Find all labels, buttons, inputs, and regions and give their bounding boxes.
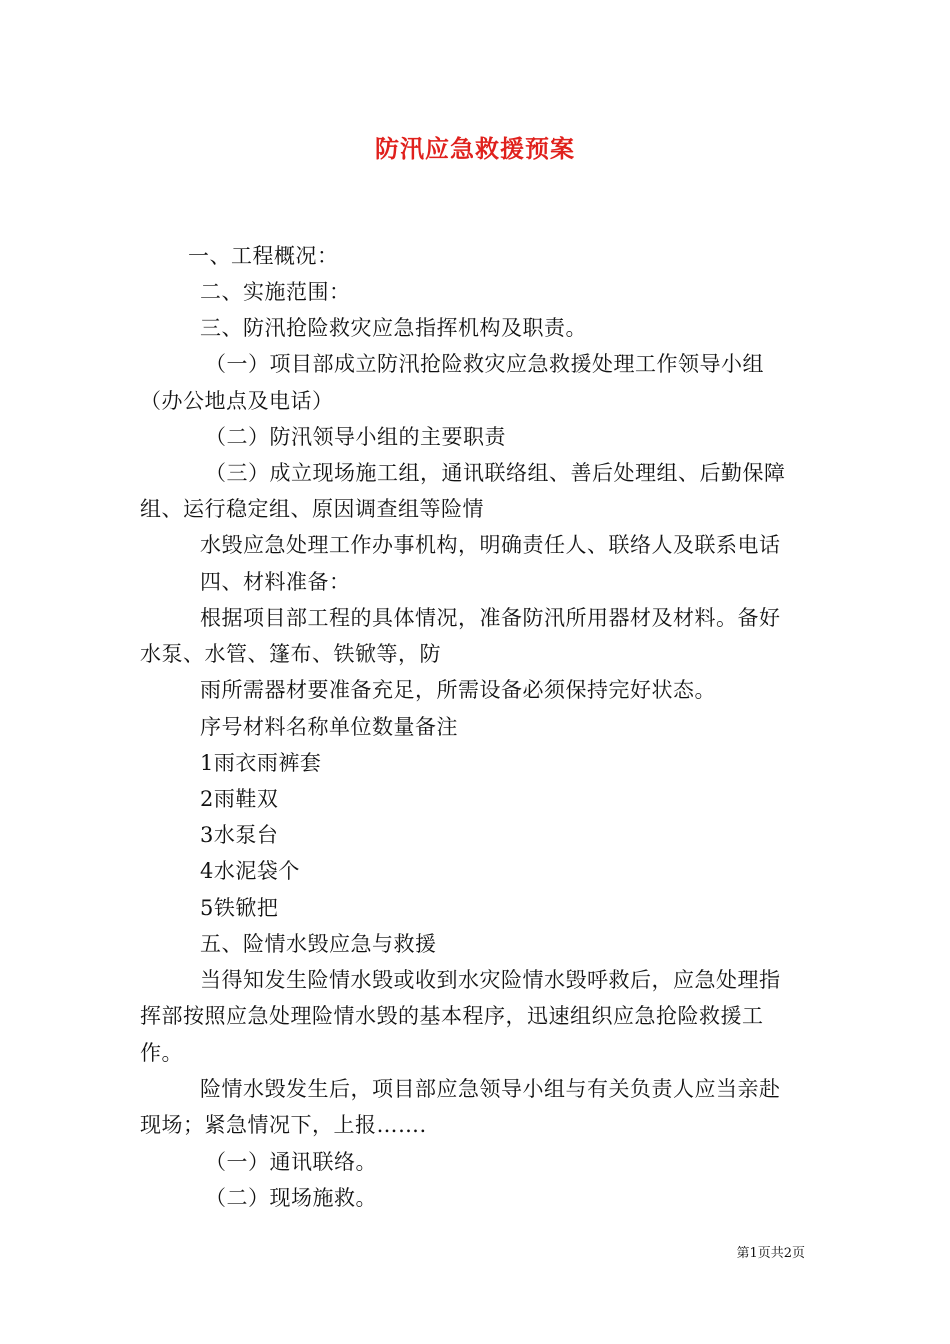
section-heading-4: 四、材料准备： (200, 570, 351, 594)
paragraph-line: 根据项目部工程的具体情况，准备防汛所用器材及材料。备好 (200, 606, 781, 630)
paragraph-line: 挥部按照应急处理险情水毁的基本程序，迅速组织应急抢险救援工 (140, 1004, 764, 1028)
paragraph-line: 作。 (140, 1041, 183, 1065)
page-number: 第1页共2页 (736, 1246, 805, 1261)
paragraph-line: 水泵、水管、篷布、铁锨等，防 (140, 642, 441, 666)
paragraph-line: （一）项目部成立防汛抢险救灾应急救援处理工作领导小组 (205, 352, 764, 376)
paragraph-line: 组、运行稳定组、原因调查组等险情 (140, 497, 484, 521)
page-title: 防汛应急救援预案 (375, 134, 575, 163)
section-heading-3: 三、防汛抢险救灾应急指挥机构及职责。 (200, 316, 587, 340)
section-heading-5: 五、险情水毁应急与救援 (200, 932, 437, 956)
paragraph-line: 现场；紧急情况下，上报……. (140, 1113, 427, 1137)
material-list-item: 4水泥袋个 (200, 859, 300, 883)
material-list-item: 2雨鞋双 (200, 787, 279, 811)
section-heading-1: 一、工程概况： (188, 244, 339, 268)
section-heading-2: 二、实施范围： (200, 280, 351, 304)
paragraph-line: 当得知发生险情水毁或收到水灾险情水毁呼救后，应急处理指 (200, 968, 781, 992)
paragraph-line: （二）防汛领导小组的主要职责 (205, 425, 506, 449)
material-table-header: 序号材料名称单位数量备注 (200, 715, 458, 739)
material-list-item: 5铁锨把 (200, 896, 279, 920)
material-list-item: 3水泵台 (200, 823, 279, 847)
paragraph-line: 险情水毁发生后，项目部应急领导小组与有关负责人应当亲赴 (200, 1077, 781, 1101)
paragraph-line: 雨所需器材要准备充足，所需设备必须保持完好状态。 (200, 678, 716, 702)
paragraph-line: （一）通讯联络。 (205, 1150, 377, 1174)
paragraph-line: 水毁应急处理工作办事机构，明确责任人、联络人及联系电话 (200, 533, 781, 557)
paragraph-line: （二）现场施救。 (205, 1186, 377, 1210)
paragraph-line: （办公地点及电话） (140, 389, 334, 413)
material-list-item: 1雨衣雨裤套 (200, 751, 322, 775)
paragraph-line: （三）成立现场施工组，通讯联络组、善后处理组、后勤保障 (205, 461, 786, 485)
